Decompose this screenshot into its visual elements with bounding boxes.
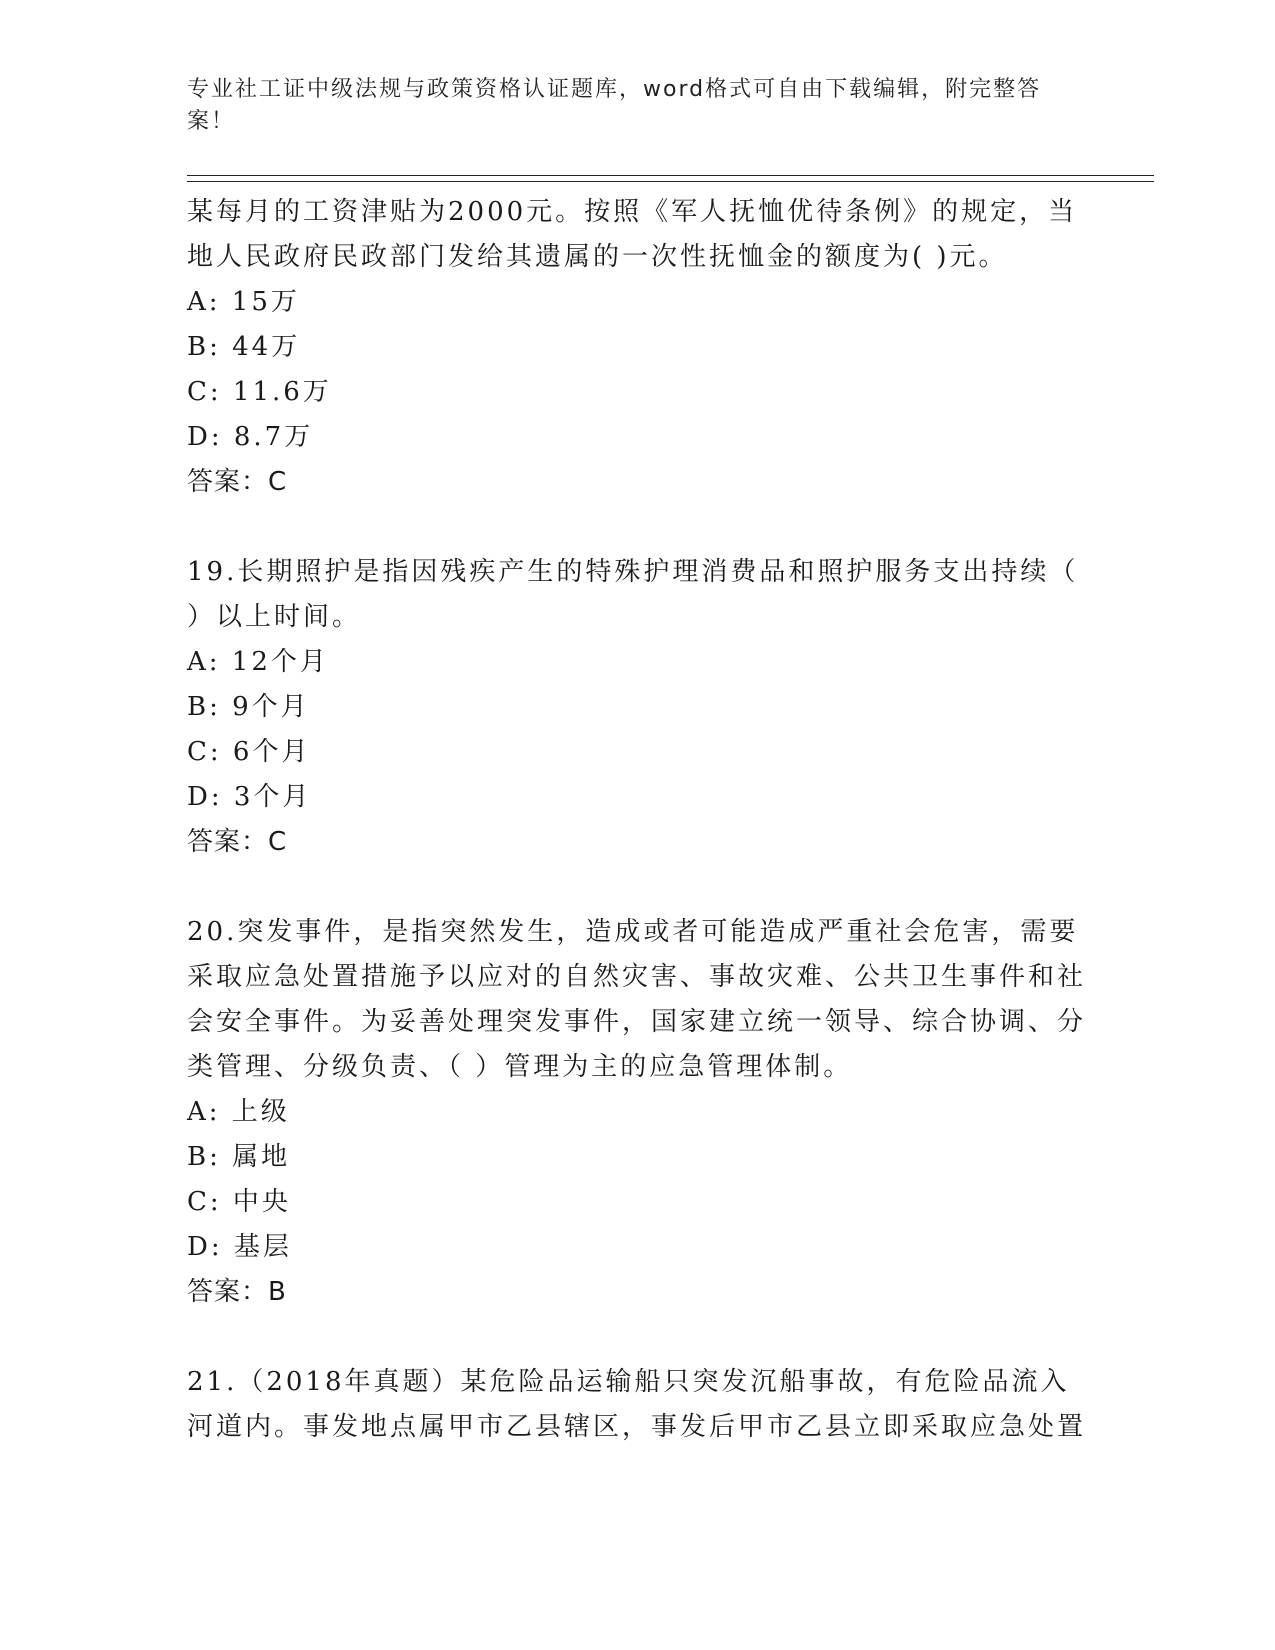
question-block [187, 550, 1087, 865]
spacer [187, 865, 1087, 910]
option-a: A: 15万 [187, 287, 300, 317]
spacer [187, 505, 1087, 550]
question-text: 19.长期照护是指因残疾产生的特殊护理消费品和照护服务支出持续（ ）以上时间。 [187, 557, 1079, 632]
header-divider-top [187, 175, 1154, 176]
question-block [187, 910, 1087, 1315]
option-d: D: 基层 [187, 1232, 292, 1262]
question-block [187, 190, 1087, 505]
document-header: 专业社工证中级法规与政策资格认证题库，word格式可自由下载编辑，附完整答案！ [187, 77, 1042, 134]
header-divider-bottom [187, 181, 1154, 182]
option-d: D: 8.7万 [187, 422, 314, 452]
option-c: C: 中央 [187, 1187, 291, 1217]
question-text: 某每月的工资津贴为2000元。按照《军人抚恤优待条例》的规定，当地人民政府民政部门发给其遗属的一次性抚恤金的额度为( )元。 [187, 197, 1078, 272]
option-c: C: 11.6万 [187, 377, 332, 407]
option-d: D: 3个月 [187, 782, 312, 812]
answer-line: 答案：C [187, 827, 288, 857]
option-b: B: 9个月 [187, 692, 310, 722]
option-b: B: 44万 [187, 332, 301, 362]
answer-line: 答案：C [187, 467, 288, 497]
option-b: B: 属地 [187, 1142, 291, 1172]
question-text: 20.突发事件，是指突然发生，造成或者可能造成严重社会危害，需要采取应急处置措施予以应对的自然灾害、事故灾难、公共卫生事件和社会安全事件。为妥善处理突发事件，国家建立统一领导、综合协调、分类管理、分级负责、（ ）管理为主的应急管理体制。 [187, 917, 1087, 1082]
option-a: A: 上级 [187, 1097, 290, 1127]
answer-line: 答案：B [187, 1277, 287, 1307]
question-block [187, 1360, 1087, 1450]
spacer [187, 1315, 1087, 1360]
question-text: 21.（2018年真题）某危险品运输船只突发沉船事故，有危险品流入河道内。事发地点属甲市乙县辖区，事发后甲市乙县立即采取应急处置 [187, 1367, 1087, 1442]
option-a: A: 12个月 [187, 647, 329, 677]
question-list [187, 190, 1087, 1450]
option-c: C: 6个月 [187, 737, 311, 767]
